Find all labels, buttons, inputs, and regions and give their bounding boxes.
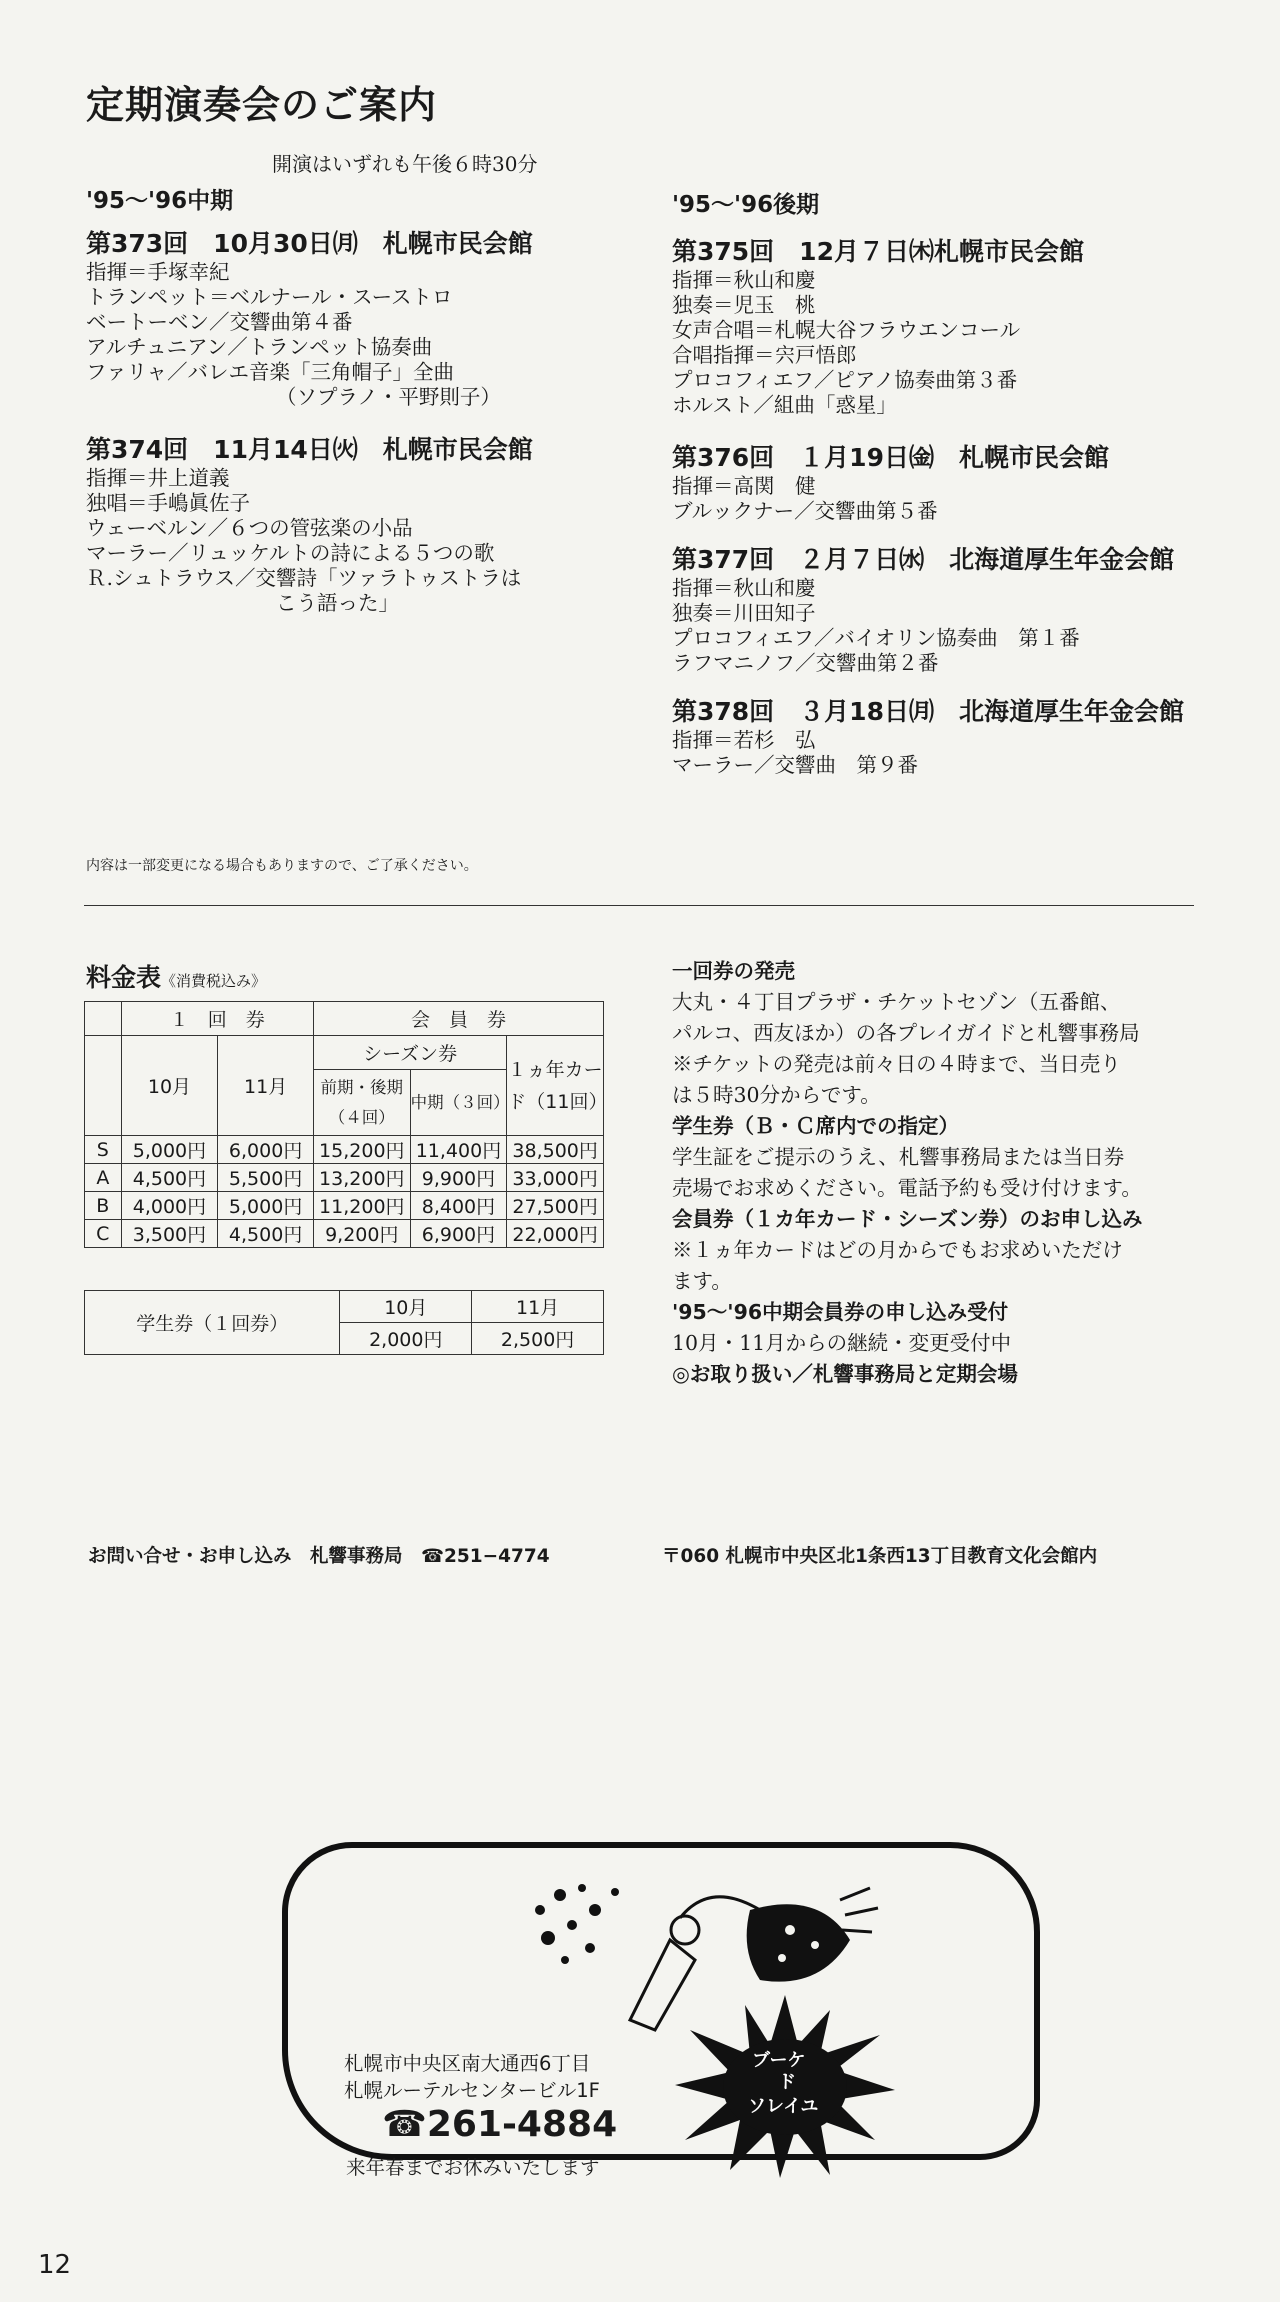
program-line: 独奏＝川田知子 — [672, 601, 816, 625]
price-cell-early-late: 13,200円 — [313, 1164, 410, 1192]
concert-378 — [672, 696, 1232, 778]
oct-header: 10月 — [121, 1036, 218, 1136]
logo-text-1: ブーケ — [752, 2050, 806, 2071]
price-cell-mid: 9,900円 — [410, 1164, 507, 1192]
concert-head: 第375回 12月７日㈭札幌市民会館 — [672, 237, 1084, 266]
corner-cell — [85, 1002, 122, 1036]
price-cell-seat: A — [85, 1164, 122, 1192]
info-line: 学生証をご提示のうえ、札響事務局または当日券 — [672, 1145, 1125, 1169]
info-line: ◎お取り扱い／札響事務局と定期会場 — [672, 1362, 1018, 1386]
concert-head: 第378回 ３月18日㈪ 北海道厚生年金会館 — [672, 697, 1184, 726]
contact-phone: お問い合せ・お申し込み 札響事務局 ☎251−4774 — [88, 1546, 550, 1567]
info-line: '95～'96中期会員券の申し込み受付 — [672, 1300, 1009, 1324]
info-line: ※１ヵ年カードはどの月からでもお求めいただけ — [672, 1238, 1123, 1262]
ad-address — [344, 2050, 600, 2104]
info-line: 10月・11月からの継続・変更受付中 — [672, 1331, 1012, 1355]
season-header: シーズン券 — [313, 1036, 506, 1070]
program-line: プロコフィエフ／ピアノ協奏曲第３番 — [672, 368, 1018, 392]
price-row — [85, 1164, 604, 1192]
tax-note: 《消費税込み》 — [161, 972, 267, 990]
info-line: 売場でお求めください。電話予約も受け付けます。 — [672, 1176, 1142, 1200]
concert-375 — [672, 236, 1232, 418]
program-line: 指揮＝秋山和慶 — [672, 576, 816, 600]
program-line: ホルスト／組曲「惑星」 — [672, 393, 897, 417]
concert-376 — [672, 442, 1232, 524]
program-line: トランペット＝ベルナール・スーストロ — [86, 285, 453, 309]
ad-closed-note: 来年春までお休みいたします — [346, 2156, 600, 2179]
price-table-title — [86, 958, 266, 994]
program-line: 独唱＝手嶋眞佐子 — [86, 491, 250, 515]
concert-377 — [672, 544, 1232, 676]
concert-head: 第373回 10月30日㈪ 札幌市民会館 — [86, 229, 533, 258]
logo-text-3: ソレイユ — [748, 2096, 819, 2117]
early-late-header: 前期・後期（４回） — [313, 1070, 410, 1136]
ad-address-line-2: 札幌ルーテルセンタービル1F — [344, 2079, 600, 2102]
program-line: 指揮＝高関 健 — [672, 474, 816, 498]
info-line: パルコ、西友ほか）の各プレイガイドと札響事務局 — [672, 1021, 1140, 1045]
student-nov-header: 11月 — [472, 1291, 604, 1323]
price-row — [85, 1220, 604, 1248]
price-cell-seat: B — [85, 1192, 122, 1220]
program-line: プロコフィエフ／バイオリン協奏曲 第１番 — [672, 626, 1080, 650]
info-line: 一回券の発売 — [672, 959, 795, 983]
ticket-info — [672, 956, 1202, 1390]
concert-head: 第374回 11月14日㈫ 札幌市民会館 — [86, 435, 533, 464]
program-line: Ｒ.シュトラウス／交響詩「ツァラトゥストラは — [86, 566, 522, 590]
price-cell-nov: 4,500円 — [218, 1220, 314, 1248]
program-line: ベートーベン／交響曲第４番 — [86, 310, 353, 334]
logo-text-2: ド — [778, 2072, 796, 2093]
price-cell-early-late: 15,200円 — [313, 1136, 410, 1164]
divider — [84, 905, 1194, 906]
program-line: 指揮＝若杉 弘 — [672, 728, 816, 752]
contact-address: 〒060 札幌市中央区北1条西13丁目教育文化会館内 — [662, 1546, 1098, 1567]
second-half-heading: '95～'96後期 — [672, 192, 820, 218]
price-cell-card: 38,500円 — [507, 1136, 604, 1164]
concert-373 — [86, 228, 646, 410]
price-row — [85, 1136, 604, 1164]
price-cell-mid: 8,400円 — [410, 1192, 507, 1220]
price-cell-nov: 6,000円 — [218, 1136, 314, 1164]
ad-address-line-1: 札幌市中央区南大通西6丁目 — [344, 2052, 591, 2075]
concert-head: 第377回 ２月７日㈬ 北海道厚生年金会館 — [672, 545, 1175, 574]
program-line: マーラー／リュッケルトの詩による５つの歌 — [86, 541, 495, 565]
card-header: １ヵ年カード（11回） — [507, 1036, 604, 1136]
info-line: 学生券（Ｂ・Ｃ席内での指定） — [672, 1114, 959, 1138]
price-cell-seat: S — [85, 1136, 122, 1164]
ad-telephone: ☎261-4884 — [382, 2104, 618, 2145]
price-cell-oct: 4,000円 — [121, 1192, 218, 1220]
program-line: こう語った」 — [276, 591, 399, 615]
program-line: ラフマニノフ／交響曲第２番 — [672, 651, 939, 675]
program-line: アルチュニアン／トランペット協奏曲 — [86, 335, 433, 359]
program-line: ファリャ／バレエ音楽「三角帽子」全曲 — [86, 360, 454, 384]
info-line: は５時30分からです。 — [672, 1083, 881, 1107]
corner-cell — [85, 1036, 122, 1136]
mid-header: 中期（３回） — [410, 1070, 507, 1136]
info-line: 大丸・４丁目プラザ・チケットセゾン（五番館、 — [672, 990, 1121, 1014]
price-cell-seat: C — [85, 1220, 122, 1248]
info-line: 会員券（１カ年カード・シーズン券）のお申し込み — [672, 1207, 1143, 1231]
page-title: 定期演奏会のご案内 — [86, 83, 438, 127]
price-title-text: 料金表 — [86, 963, 162, 992]
single-ticket-header: １ 回 券 — [121, 1002, 313, 1036]
concert-374 — [86, 434, 646, 616]
price-cell-oct: 4,500円 — [121, 1164, 218, 1192]
price-cell-early-late: 11,200円 — [313, 1192, 410, 1220]
price-cell-oct: 5,000円 — [121, 1136, 218, 1164]
program-line: 指揮＝秋山和慶 — [672, 268, 816, 292]
student-table — [84, 1290, 604, 1355]
first-half-heading: '95～'96中期 — [86, 188, 234, 214]
program-line: 指揮＝手塚幸紀 — [86, 260, 230, 284]
program-line: 独奏＝児玉 桃 — [672, 293, 816, 317]
price-cell-early-late: 9,200円 — [313, 1220, 410, 1248]
price-cell-nov: 5,500円 — [218, 1164, 314, 1192]
price-cell-card: 27,500円 — [507, 1192, 604, 1220]
nov-header: 11月 — [218, 1036, 314, 1136]
student-oct-header: 10月 — [340, 1291, 472, 1323]
concert-head: 第376回 １月19日㈮ 札幌市民会館 — [672, 443, 1109, 472]
program-line: ウェーベルン／６つの管弦楽の小品 — [86, 516, 413, 540]
student-ticket-label: 学生券（１回券） — [85, 1291, 340, 1355]
price-table — [84, 1001, 608, 1248]
price-cell-card: 33,000円 — [507, 1164, 604, 1192]
page-number: 12 — [38, 2250, 72, 2280]
program-line: 女声合唱＝札幌大谷フラウエンコール — [672, 318, 1021, 342]
program-line: （ソプラノ・平野則子） — [276, 385, 501, 409]
program-line: マーラー／交響曲 第９番 — [672, 753, 918, 777]
price-cell-mid: 6,900円 — [410, 1220, 507, 1248]
student-nov-price: 2,500円 — [472, 1323, 604, 1355]
price-cell-card: 22,000円 — [507, 1220, 604, 1248]
price-row — [85, 1192, 604, 1220]
price-cell-oct: 3,500円 — [121, 1220, 218, 1248]
program-line: 合唱指揮＝宍戸悟郎 — [672, 343, 857, 367]
start-time-note: 開演はいずれも午後６時30分 — [272, 152, 538, 176]
price-cell-nov: 5,000円 — [218, 1192, 314, 1220]
program-line: 指揮＝井上道義 — [86, 466, 230, 490]
member-ticket-header: 会 員 券 — [313, 1002, 603, 1036]
program-line: ブルックナー／交響曲第５番 — [672, 499, 938, 523]
info-line: ※チケットの発売は前々日の４時まで、当日売り — [672, 1052, 1121, 1076]
price-cell-mid: 11,400円 — [410, 1136, 507, 1164]
student-oct-price: 2,000円 — [340, 1323, 472, 1355]
info-line: ます。 — [672, 1269, 732, 1293]
change-notice: 内容は一部変更になる場合もありますので、ご了承ください。 — [86, 858, 478, 874]
